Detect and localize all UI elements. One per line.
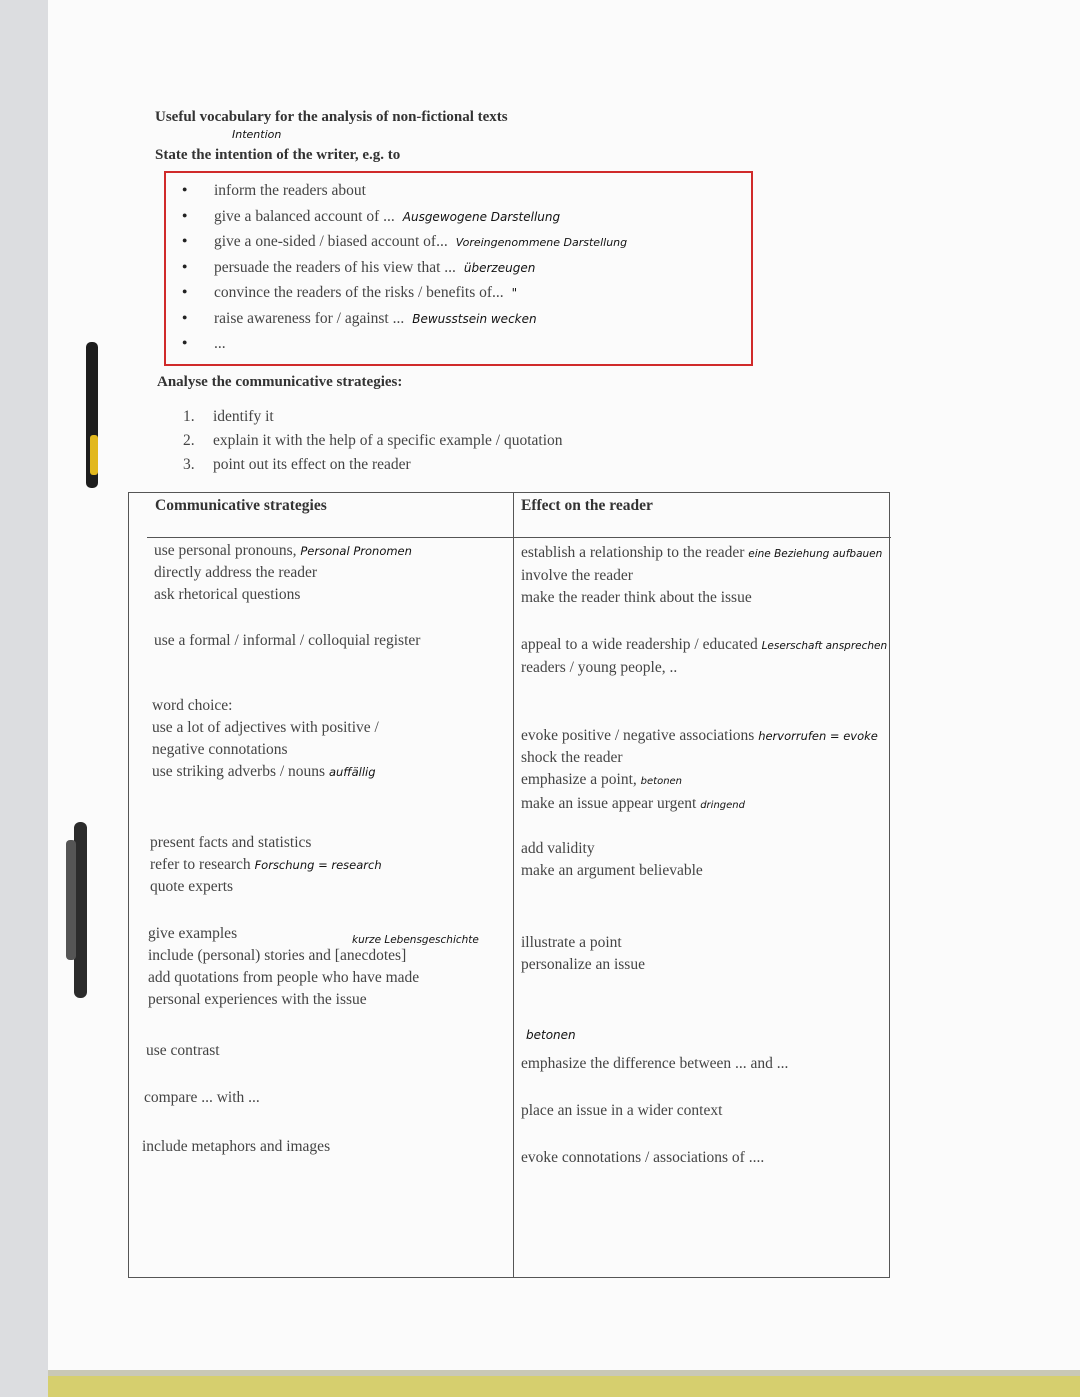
handwritten-note: hervorrufen = evoke — [758, 729, 878, 743]
table-row-strategy: compare ... with ... — [144, 1089, 260, 1106]
list-item: 2. explain it with the help of a specific example / quotation — [183, 432, 563, 449]
table-row-effect: illustrate a point personalize an issue — [521, 934, 645, 973]
background-edge — [0, 0, 48, 1397]
list-item: ● inform the readers about — [182, 182, 627, 208]
table-row-strategy: word choice: use a lot of adjectives with positive / negative connotations use striking adverbs / nouns auffällig — [152, 697, 379, 780]
list-item: ● give a balanced account of ... Ausgewogene Darstellung — [182, 208, 627, 234]
handwritten-note: Forschung = research — [254, 858, 382, 872]
intention-list — [182, 182, 627, 361]
handwritten-note: dringend — [700, 800, 745, 811]
handwritten-note: überzeugen — [463, 260, 536, 275]
binder-clip-icon — [70, 340, 110, 490]
list-item: ● raise awareness for / against ... Bewusstsein wecken — [182, 310, 627, 336]
table-row-strategy: use contrast — [146, 1042, 220, 1059]
table-row-strategy: use personal pronouns, Personal Pronomen directly address the reader ask rhetorical questions — [154, 542, 412, 603]
table-row-strategy: present facts and statistics refer to research Forschung = research quote experts — [150, 834, 382, 895]
handwritten-note: Ausgewogene Darstellung — [402, 209, 561, 224]
list-item: ● ... — [182, 335, 627, 361]
table-row-strategy: give examples include (personal) stories and [anecdotes] add quotations from people who have made personal experiences with the issue — [148, 925, 420, 1008]
table-row-strategy: use a formal / informal / colloquial register — [154, 632, 421, 649]
page-title: Useful vocabulary for the analysis of non-fictional texts — [155, 109, 508, 125]
handwritten-note-intention: Intention — [232, 128, 282, 141]
handwritten-note: auffällig — [328, 765, 376, 779]
list-item: 3. point out its effect on the reader — [183, 456, 411, 473]
intention-heading: State the intention of the writer, e.g. to — [155, 147, 401, 163]
table-row-effect: place an issue in a wider context — [521, 1102, 723, 1119]
table-row-effect: appeal to a wide readership / educated Leserschaft ansprechen readers / young people, .. — [521, 636, 888, 676]
binder-clip-icon — [58, 820, 102, 1000]
table-row-effect: evoke positive / negative associations hervorrufen = evoke shock the reader emphasize a point, betonen make an issue appear urgent dringend — [521, 727, 878, 812]
list-item: ● convince the readers of the risks / benefits of... " — [182, 284, 627, 310]
yellow-strip — [48, 1376, 1080, 1397]
handwritten-note: Bewusstsein wecken — [412, 311, 537, 326]
handwritten-note: betonen — [640, 776, 683, 787]
handwritten-note: Voreingenommene Darstellung — [455, 236, 628, 249]
handwritten-note: Leserschaft ansprechen — [761, 640, 888, 652]
table-header-effect: Effect on the reader — [521, 497, 653, 514]
handwritten-note: " — [511, 286, 518, 300]
steps-list — [183, 408, 563, 480]
handwritten-note: kurze Lebensgeschichte — [352, 934, 479, 946]
column-divider — [513, 493, 514, 1277]
table-row-effect: evoke connotations / associations of .... — [521, 1149, 765, 1166]
table-row-effect: establish a relationship to the reader eine Beziehung aufbauen involve the reader make the reader think about the issue — [521, 544, 883, 606]
list-item: ● give a one-sided / biased account of... Voreingenommene Darstellung — [182, 233, 627, 259]
header-divider — [147, 537, 891, 538]
handwritten-note: eine Beziehung aufbauen — [748, 548, 883, 560]
desk-edge — [48, 1370, 1080, 1397]
handwritten-note: Personal Pronomen — [300, 544, 412, 558]
table-row-effect: add validity make an argument believable — [521, 840, 703, 879]
table-header-strategies: Communicative strategies — [155, 497, 327, 514]
table-row-effect: emphasize the difference between ... and ... — [521, 1055, 789, 1072]
list-item: 1. identify it — [183, 408, 274, 425]
analyse-heading: Analyse the communicative strategies: — [157, 374, 403, 390]
handwritten-note: betonen — [526, 1028, 576, 1042]
list-item: ● persuade the readers of his view that ... überzeugen — [182, 259, 627, 285]
table-row-strategy: include metaphors and images — [142, 1138, 331, 1155]
